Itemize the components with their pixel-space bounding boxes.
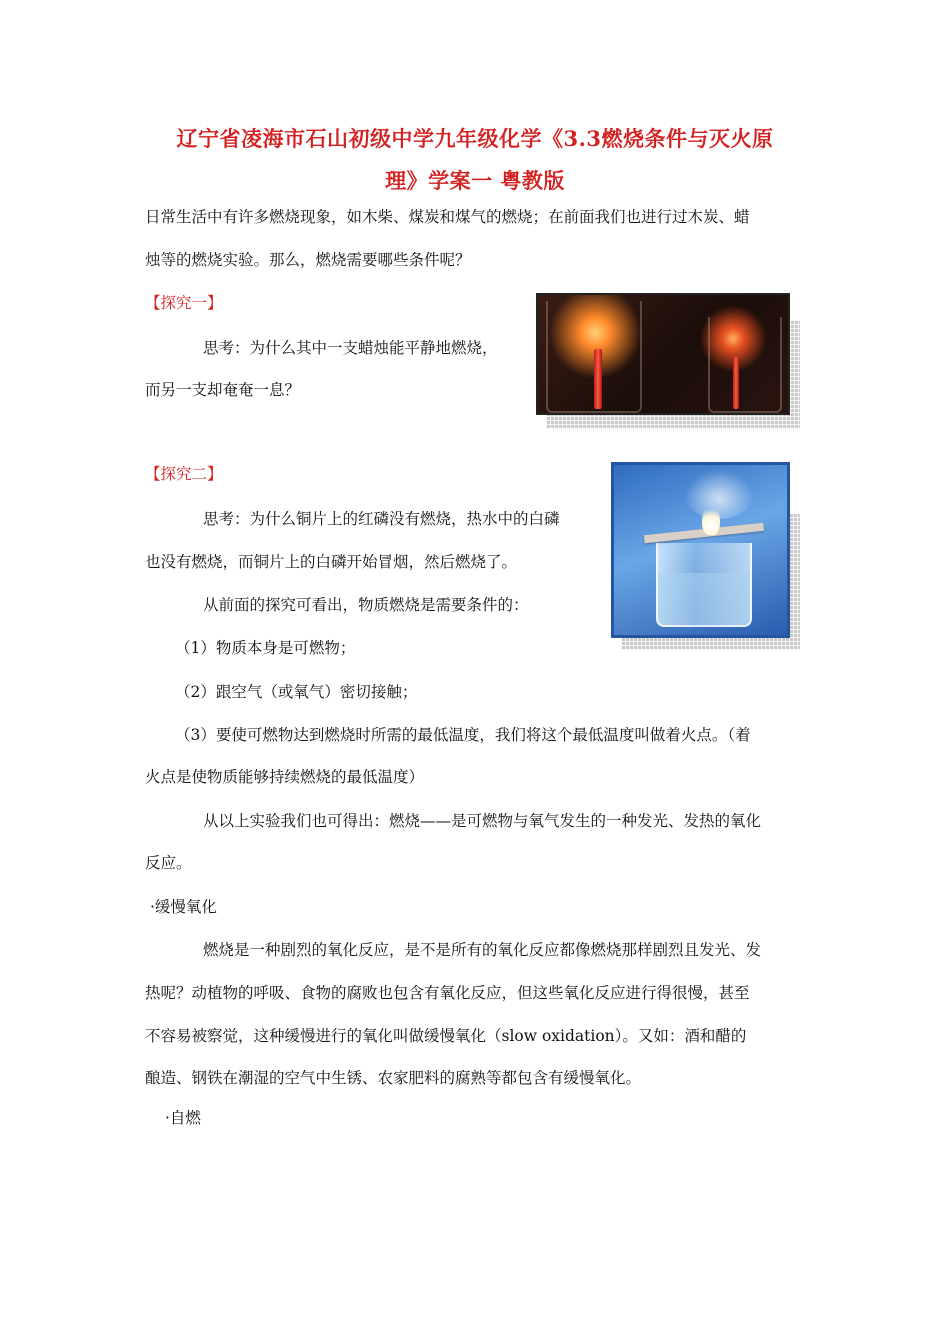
intro-line-1: 日常生活中有许多燃烧现象，如木柴、煤炭和煤气的燃烧；在前面我们也进行过木炭、蜡 [145, 208, 750, 226]
candle-experiment-image [536, 293, 790, 415]
slow-oxidation-line-4: 酿造、钢铁在潮湿的空气中生锈、农家肥料的腐熟等都包含有缓慢氧化。 [145, 1069, 642, 1087]
condition-2: （2）跟空气（或氧气）密切接触； [175, 683, 418, 701]
slow-oxidation-line-2: 热呢？动植物的呼吸、食物的腐败也包含有氧化反应，但这些氧化反应进行得很慢，甚至 [145, 984, 750, 1002]
slow-oxidation-heading: ·缓慢氧化 [150, 898, 217, 916]
explore-1-think-line-1: 思考：为什么其中一支蜡烛能平静地燃烧， [203, 339, 498, 357]
spontaneous-combustion-heading: ·自燃 [165, 1109, 201, 1127]
beaker-right [708, 317, 782, 413]
explore-2-think-line-1: 思考：为什么铜片上的红磷没有燃烧，热水中的白磷 [203, 510, 560, 528]
candle-left [594, 349, 602, 409]
phosphorus-experiment-image [611, 462, 790, 638]
explore-1-heading: 【探究一】 [145, 294, 223, 312]
title-line-1: 辽宁省凌海市石山初级中学九年级化学《3.3燃烧条件与灭火原 [176, 126, 774, 151]
explore-2-heading: 【探究二】 [145, 465, 223, 483]
condition-1: （1）物质本身是可燃物； [175, 639, 356, 657]
smoke [684, 469, 754, 519]
condition-3-line-1: （3）要使可燃物达到燃烧时所需的最低温度，我们将这个最低温度叫做着火点。（着 [175, 726, 751, 744]
intro-line-2: 烛等的燃烧实验。那么，燃烧需要哪些条件呢？ [145, 251, 471, 269]
candle-right [733, 357, 739, 409]
document-title [140, 118, 810, 202]
explore-1-think-line-2: 而另一支却奄奄一息？ [145, 381, 301, 399]
definition-line-1: 从以上实验我们也可得出：燃烧——是可燃物与氧气发生的一种发光、发热的氧化 [203, 812, 762, 830]
hot-water [658, 573, 750, 625]
slow-oxidation-line-1: 燃烧是一种剧烈的氧化反应，是不是所有的氧化反应都像燃烧那样剧烈且发光、发 [203, 941, 762, 959]
definition-line-2: 反应。 [145, 854, 192, 872]
slow-oxidation-line-3: 不容易被察觉，这种缓慢进行的氧化叫做缓慢氧化（slow oxidation）。又如：酒和醋的 [145, 1027, 747, 1045]
explore-2-conclusion: 从前面的探究可看出，物质燃烧是需要条件的： [203, 596, 529, 614]
white-phosphorus-flame [702, 505, 720, 535]
glass-beaker [656, 543, 752, 627]
explore-2-think-line-2: 也没有燃烧，而铜片上的白磷开始冒烟，然后燃烧了。 [145, 553, 518, 571]
condition-3-line-2: 火点是使物质能够持续燃烧的最低温度） [145, 768, 425, 786]
title-line-2: 理》学案一 粤教版 [385, 168, 565, 193]
